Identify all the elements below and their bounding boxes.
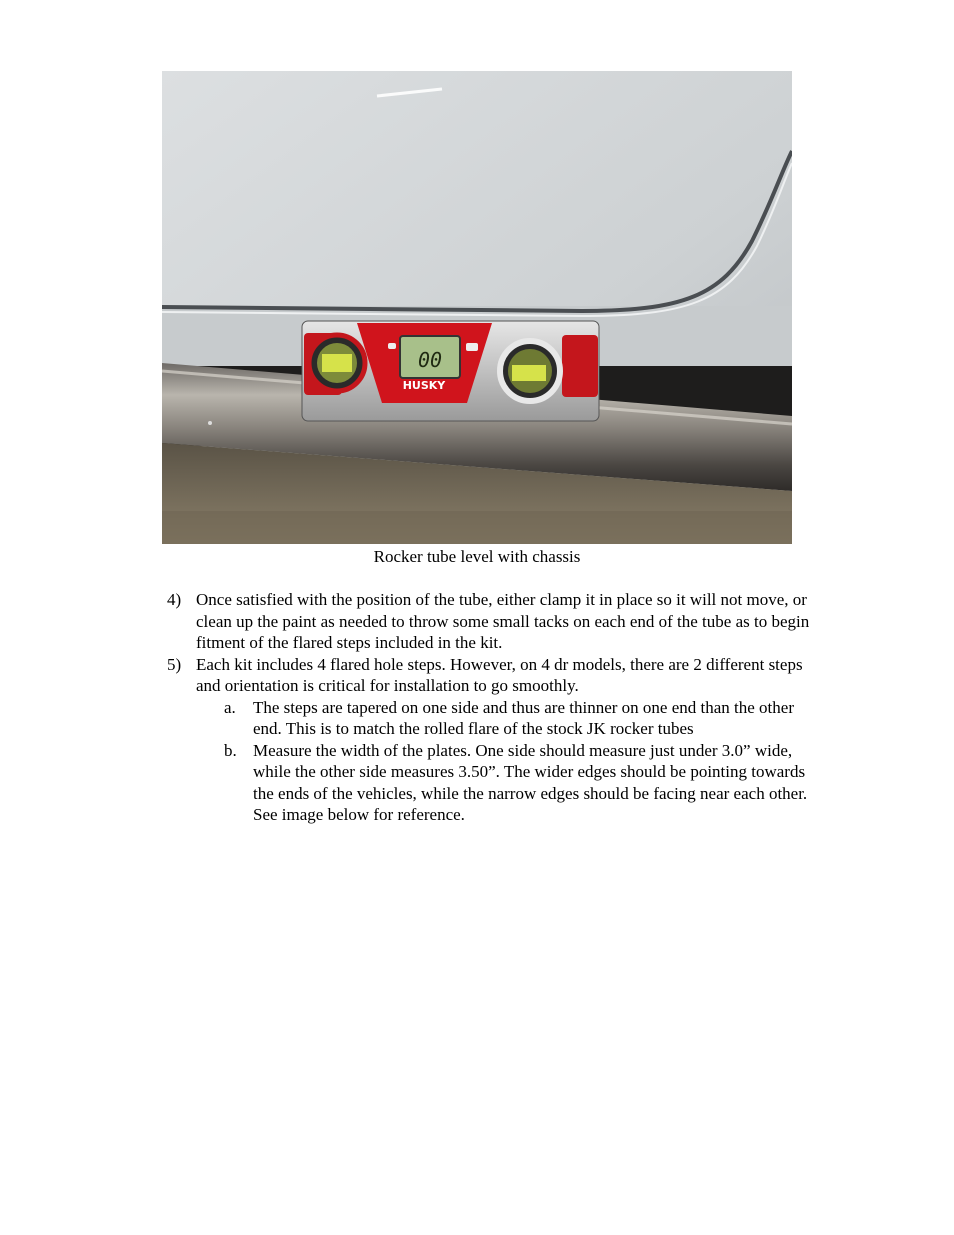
rocker-tube-photo [162,71,792,544]
level-display-value: 00 [417,348,443,372]
step-number: 5) [167,654,182,674]
substep-text: The steps are tapered on one side and thus are thinner on one end than the other end. This is to match the rolled flare of the stock JK rocker tubes [253,697,794,738]
level-brand-logo: HUSKY [402,379,446,392]
figure-caption: Rocker tube level with chassis [373,547,581,566]
list-item-step-4 [167,589,817,654]
step-number: 4) [167,590,182,609]
substep-letter: b. [224,740,237,760]
substep-text: Measure the width of the plates. One side should measure just under 3.0” wide, while the other side measures 3.50”. The wider edges should be pointing towards the ends of the vehicles, while the narrow edges should be facing near each other. See image below for reference. [253,740,808,824]
substep-letter: a. [224,697,236,717]
instruction-list [167,589,817,826]
list-item-substep-b [167,740,817,826]
step-text: Each kit includes 4 flared hole steps. However, on 4 dr models, there are 2 different steps and orientation is critical for installation to go smoothly. [196,654,803,695]
digital-level [302,321,599,421]
list-item-substep-a [167,697,817,740]
step-text: Once satisfied with the position of the tube, either clamp it in place so it will not move, or clean up the paint as needed to throw some small tacks on each end of the tube as to begin fitment of the flared steps included in the kit. [196,590,810,652]
list-item-step-5 [167,654,817,697]
